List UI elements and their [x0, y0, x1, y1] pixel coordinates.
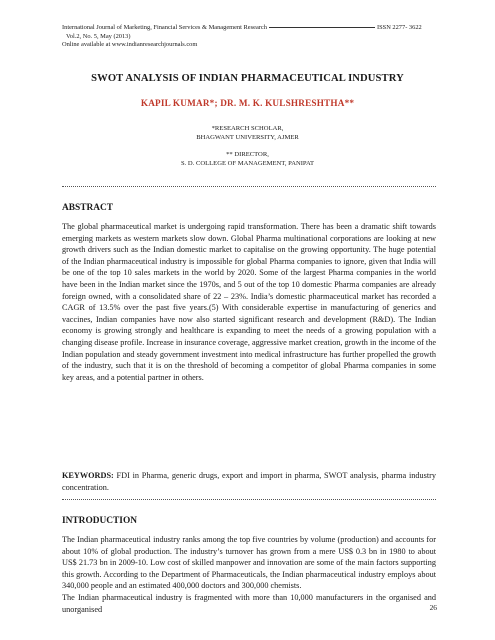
- abstract-heading: ABSTRACT: [62, 203, 114, 213]
- page-number: 26: [429, 603, 437, 612]
- divider-top: [62, 186, 436, 187]
- affiliation-first: [0, 124, 495, 142]
- journal-header: [62, 24, 442, 50]
- abstract-text: [62, 221, 436, 383]
- affiliation-second: [0, 150, 495, 168]
- journal-online: Online available at www.indianresearchjournals.com: [62, 41, 198, 49]
- paper-title: SWOT ANALYSIS OF INDIAN PHARMACEUTICAL INDUSTRY: [91, 73, 404, 84]
- affiliation-first-org: BHAGWANT UNIVERSITY, AJMER: [196, 134, 299, 141]
- keywords-block: [62, 470, 436, 493]
- keywords-text: FDI in Pharma, generic drugs, export and import in pharma, SWOT analysis, pharma industry concentration.: [62, 471, 436, 492]
- affiliation-second-role: ** DIRECTOR,: [226, 151, 269, 158]
- keywords-label: KEYWORDS:: [62, 471, 114, 480]
- divider-bottom: [62, 499, 436, 500]
- paper-authors: KAPIL KUMAR*; DR. M. K. KULSHRESHTHA**: [140, 98, 355, 108]
- introduction-heading: INTRODUCTION: [62, 516, 138, 526]
- journal-volume: Vol.2, No. 5, May (2013): [66, 32, 131, 40]
- affiliation-first-role: *RESEARCH SCHOLAR,: [211, 125, 284, 132]
- introduction-text: [62, 534, 436, 615]
- affiliation-second-org: S. D. COLLEGE OF MANAGEMENT, PANIPAT: [180, 160, 315, 167]
- header-rule: [269, 27, 375, 28]
- journal-name: International Journal of Marketing, Financial Services & Management Research: [62, 24, 267, 31]
- introduction-paragraph-2: The Indian pharmaceutical industry is fragmented with more than 10,000 manufacturers in the organised and unorganised: [62, 592, 436, 614]
- introduction-paragraph-1: The Indian pharmaceutical industry ranks among the top five countries by volume (production) and accounts for about 10% of global production. The industry’s turnover has grown from a mere US$ 0.3 bn in 1980 to about US$ 21.73 bn in 2009-10. Low cost of skilled manpower and innovation are some of the main factors supporting this growth. According to the Department of Pharmaceuticals, the Indian pharmaceutical industry employs about 340,000 people and an estimated 400,000 doctors and 300,000 chemists.: [62, 535, 436, 591]
- abstract-paragraph: The global pharmaceutical market is undergoing rapid transformation. There has been a dramatic shift towards emerging markets as western markets slow down. Global Pharma multinational corporations are looking at new growth drivers such as the Indian domestic market to capitalise on the growing opportunity. The huge potential of the Indian pharmaceutical industry is impossible for global Pharma companies to ignore, given that India will be one of the top 10 sales markets in the world by 2020. Some of the largest Pharma companies in the world have been in the Indian market since the 1970s, and 5 out of the top 10 domestic Pharma companies are already foreign owned, with a consolidated share of 22 – 23%. India’s domestic pharmaceutical market has recorded a CAGR of 13.5% over the past five years.(5) With considerable expertise in manufacturing of generics and vaccines, Indian companies have now also started significant research and development (R&D). The Indian economy is growing strongly and healthcare is expanding to meet the needs of a growing population with a changing disease profile. Increase in insurance coverage, aggressive market creation, growth in the income of the Indian population and steady government investment into medical infrastructure has further propelled the growth of the industry, such that it is on the threshold of becoming a competitor of global Pharma companies in some key areas, and a potential partner in others.: [62, 222, 436, 382]
- journal-issn: ISSN 2277- 3622: [376, 24, 422, 31]
